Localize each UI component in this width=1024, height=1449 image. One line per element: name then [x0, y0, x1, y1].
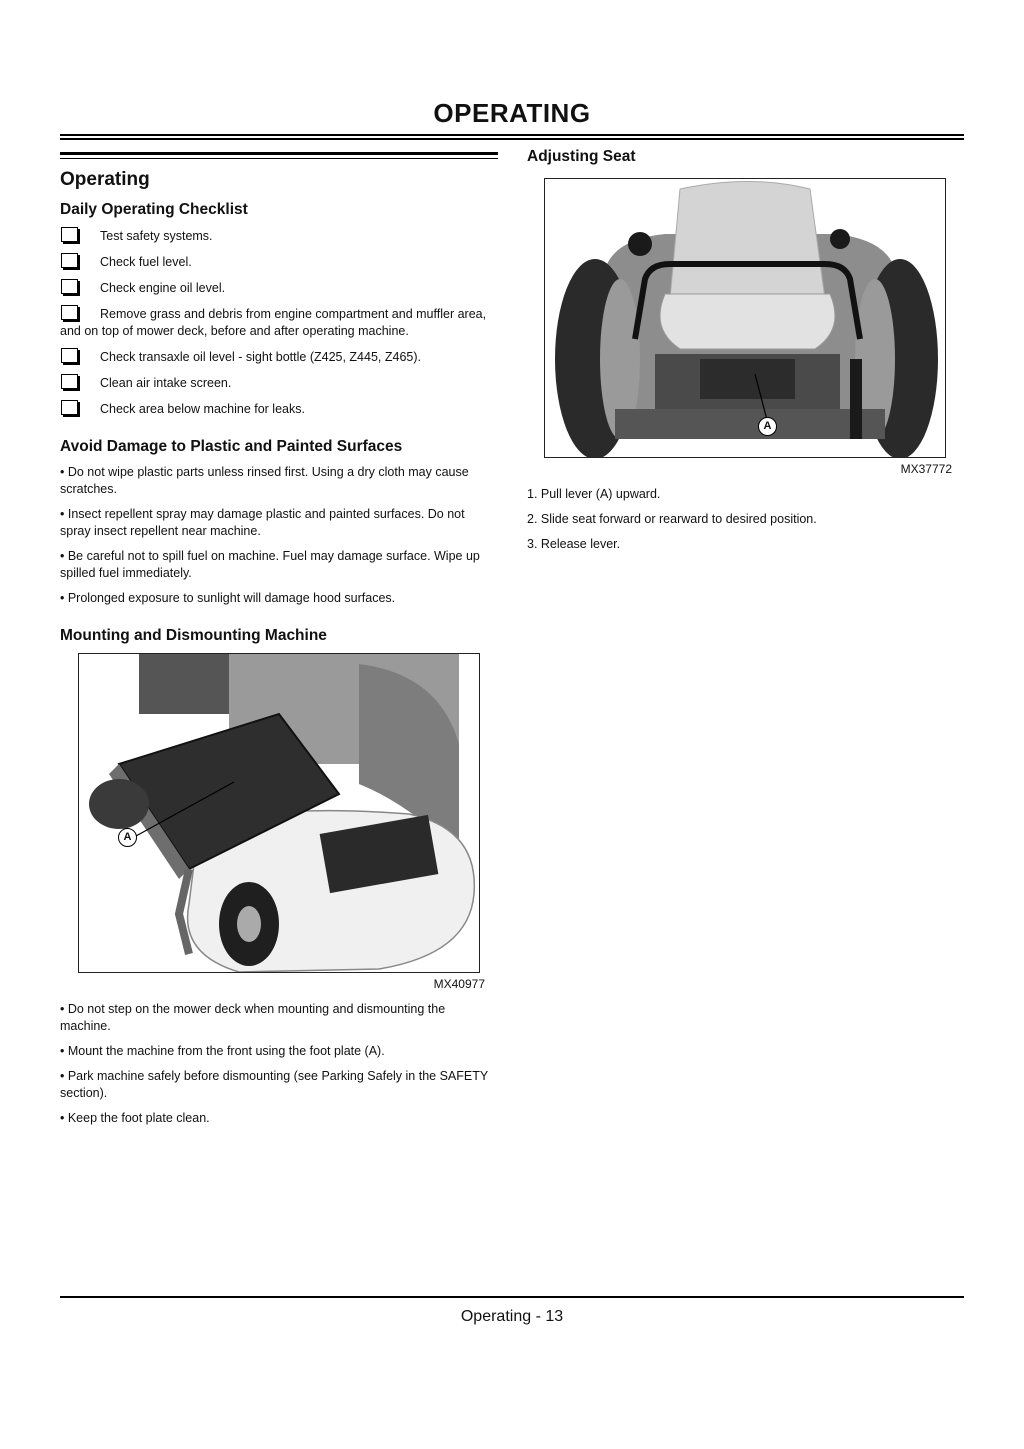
- checklist-item: [60, 400, 498, 418]
- section-title: Operating: [60, 169, 150, 190]
- mounting-heading: Mounting and Dismounting Machine: [60, 627, 327, 644]
- foot-plate-illustration: [78, 653, 480, 973]
- checkbox-icon: [61, 348, 78, 363]
- checklist-item-text: Clean air intake screen.: [100, 376, 232, 390]
- checkbox-icon: [61, 253, 78, 268]
- checklist-item-text: Check engine oil level.: [100, 281, 226, 295]
- checkbox-icon: [61, 400, 78, 415]
- avoid-damage-item: • Be careful not to spill fuel on machine. Fuel may damage surface. Wipe up spilled fuel immediately.: [60, 549, 480, 580]
- checkbox-icon: [61, 227, 78, 242]
- adjusting-seat-heading: Adjusting Seat: [527, 148, 636, 165]
- seat-illustration: [544, 178, 946, 458]
- page-header: [60, 96, 964, 130]
- section-rule: [60, 152, 498, 159]
- checklist-item: [60, 348, 498, 366]
- figure-caption: MX37772: [900, 462, 952, 476]
- left-column: [60, 152, 498, 1135]
- mower-seat-drawing: [545, 179, 946, 458]
- mower-footplate-drawing: [79, 654, 480, 973]
- checkbox-icon: [61, 305, 78, 320]
- mounting-item: • Park machine safely before dismounting (see Parking Safely in the SAFETY section).: [60, 1069, 488, 1100]
- checklist-item-text: Check area below machine for leaks.: [100, 402, 305, 416]
- checklist-item: [60, 227, 498, 245]
- mounting-item: • Mount the machine from the front using the foot plate (A).: [60, 1044, 385, 1058]
- mounting-item: • Do not step on the mower deck when mounting and dismounting the machine.: [60, 1002, 446, 1033]
- seat-step: 3. Release lever.: [527, 537, 621, 551]
- checklist-item-text: Check fuel level.: [100, 255, 192, 269]
- checkbox-icon: [61, 374, 78, 389]
- checklist-heading: Daily Operating Checklist: [60, 201, 248, 218]
- right-column: [527, 148, 964, 561]
- checklist-item-text: Remove grass and debris from engine compartment and muffler area, and on top of mower deck, before and after operating machine.: [60, 307, 487, 338]
- page-number: Operating - 13: [460, 1308, 564, 1325]
- daily-checklist: [60, 227, 498, 418]
- checklist-item: [60, 305, 498, 340]
- checklist-item: [60, 253, 498, 271]
- avoid-damage-item: • Do not wipe plastic parts unless rinsed first. Using a dry cloth may cause scratches.: [60, 465, 469, 496]
- page-title: OPERATING: [433, 98, 591, 128]
- mounting-item: • Keep the foot plate clean.: [60, 1111, 210, 1125]
- callout-a: A: [758, 417, 777, 436]
- checklist-item: [60, 374, 498, 392]
- callout-a: A: [118, 828, 137, 847]
- avoid-damage-item: • Insect repellent spray may damage plastic and painted surfaces. Do not spray insect repellent near machine.: [60, 507, 465, 538]
- seat-step: 2. Slide seat forward or rearward to desired position.: [527, 512, 817, 526]
- checklist-item-text: Check transaxle oil level - sight bottle (Z425, Z445, Z465).: [100, 350, 421, 364]
- footer-rule: [60, 1296, 964, 1298]
- header-rule: [60, 134, 964, 140]
- checklist-item-text: Test safety systems.: [100, 229, 213, 243]
- avoid-damage-heading: Avoid Damage to Plastic and Painted Surfaces: [60, 438, 403, 455]
- seat-step: 1. Pull lever (A) upward.: [527, 487, 661, 501]
- figure-caption: MX40977: [433, 977, 485, 991]
- avoid-damage-item: • Prolonged exposure to sunlight will damage hood surfaces.: [60, 591, 396, 605]
- checklist-item: [60, 279, 498, 297]
- checkbox-icon: [61, 279, 78, 294]
